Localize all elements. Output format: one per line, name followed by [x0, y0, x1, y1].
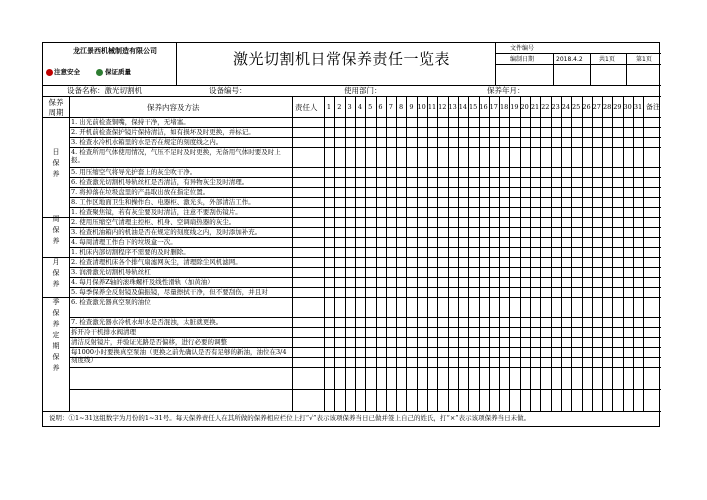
maintenance-item: 1. 机床内部切割程序不需要的及时删除。: [71, 248, 190, 256]
remark-header: 备注: [646, 103, 660, 111]
maintenance-item: 拆开冷干机排水阀清理: [71, 328, 136, 336]
day-number: 1: [326, 103, 332, 111]
day-number: 17: [489, 103, 498, 111]
day-number: 12: [438, 103, 447, 111]
day-number: 20: [520, 103, 529, 111]
maintenance-item: 3. 润滑激光切割机导轨丝杠: [71, 268, 151, 276]
maintenance-item: 6. 检查激光器真空泵的油位: [71, 298, 151, 306]
maintenance-item: 5. 用压缩空气将导光护套上的灰尘吹干净。: [71, 168, 197, 176]
page-number: 第1页: [636, 56, 652, 63]
doc-no-label: 文件编号: [510, 45, 535, 52]
maintenance-item: 1. 出光前检查铜嘴，保持干净，无堵塞。: [71, 118, 190, 126]
content-header: 保养内容及方法: [147, 103, 200, 112]
day-number: 18: [499, 103, 509, 111]
maintenance-item: 清洁反射镜片，并验证光路是否偏移，进行必要的调整: [71, 338, 227, 346]
equipment-name: 设备名称：激光切割机: [67, 86, 142, 95]
day-number: 10: [417, 103, 426, 111]
maintenance-sheet: [42, 42, 660, 427]
day-number: 28: [602, 103, 612, 111]
daily-label: 日保养: [52, 148, 60, 178]
day-number: 9: [409, 103, 414, 111]
monthly-label: 月保养: [52, 258, 60, 288]
day-number: 25: [572, 103, 581, 111]
day-number: 13: [448, 103, 457, 111]
quality-label: 保证质量: [105, 68, 131, 76]
equipment-no: 设备编号：: [209, 86, 247, 95]
maintenance-item: 4. 每周清理工作台下的垃圾盒一次。: [71, 238, 177, 246]
maintenance-item: 3. 检查机油箱内的机油是否在规定的刻度线之内，及时添加补充。: [71, 228, 262, 236]
day-number: 5: [368, 103, 373, 111]
day-number: 26: [582, 103, 591, 111]
day-number: 7: [388, 103, 393, 111]
day-number: 24: [561, 103, 571, 111]
safety-icon: [46, 69, 53, 76]
day-number: 11: [427, 103, 437, 111]
maintenance-item: 6. 检查激光切割机导轨丝杠是否清洁，有异物灰尘及时清理。: [71, 178, 249, 186]
maintenance-item: 8. 工作区地面卫生和操作台、电器柜、激光头，外部清洁工作。: [71, 198, 255, 206]
day-number: 30: [623, 103, 632, 111]
maintenance-item: 3. 检查水冷机水箱里的水是否在规定的刻度线之内。: [71, 138, 223, 146]
total-pages: 共1页: [599, 56, 615, 63]
day-number: 19: [510, 103, 519, 111]
day-number: 4: [357, 103, 362, 111]
day-number: 15: [469, 103, 478, 111]
safety-label: 注意安全: [54, 68, 80, 76]
page-title: 激光切割机日常保养责任一览表: [233, 50, 451, 68]
day-number: 22: [541, 103, 550, 111]
weekly-label: 周保养: [52, 215, 60, 245]
maintenance-item: 2. 使用压缩空气清理主控柜、机身、空调扇热器的灰尘。: [71, 218, 236, 226]
maintenance-item: 1. 检查聚焦镜，若有灰尘要及时清洁，注意不要刮伤镜片。: [71, 208, 242, 216]
maintenance-item: 4. 每月保养Z轴的滚珠螺杆及线性滑轨（加黄油）: [71, 278, 214, 286]
day-number: 3: [347, 103, 352, 111]
quality-icon: [96, 69, 103, 76]
day-number: 29: [613, 103, 622, 111]
day-number: 14: [458, 103, 468, 111]
maintenance-item: 每1000小时要换真空泵油（更换之前先确认是否有足够的新油，油位在3/4刻度线）: [71, 348, 287, 364]
footer-note: 说明：①1~31这组数字为月份的1~31号。每天保养责任人在其所做的保养相应栏位上打“√”表示该项保养当日已做并签上自己的姓氏，打“×”表示该项保养当日未做。: [49, 414, 531, 422]
maintenance-item: 4. 检查所用气体使用情况，气压不足时及时更换，无备用气体时要及时上报。: [71, 148, 281, 164]
day-number: 8: [399, 103, 404, 111]
year-month: 保养年月：: [487, 86, 525, 95]
day-number: 23: [551, 103, 560, 111]
day-number: 6: [378, 103, 383, 111]
maintenance-item: 2. 开机前检查保护镜片保持清洁，如有损坏及时更换，并标记。: [71, 128, 255, 136]
quarterly-label: 季保养定期保养: [52, 298, 60, 372]
period-header: 保养周期: [48, 98, 64, 117]
maintenance-item: 7. 将掉落在垃圾盘里的产品取出放在指定位置。: [71, 188, 210, 196]
date-label: 编制日期: [510, 56, 535, 63]
company-name: 龙江景西机械制造有限公司: [73, 46, 157, 55]
day-number: 21: [530, 103, 540, 111]
maintenance-item: 7. 检查激光器水冷机水却水是否混浊，太脏就更换。: [71, 318, 223, 326]
day-number: 31: [633, 103, 643, 111]
maintenance-item: 5. 每季保养全反射镜及偏振镜，尽量擦拭干净，但不要刮伤，并且对: [71, 288, 268, 296]
day-number: 2: [337, 103, 342, 111]
day-number: 16: [479, 103, 488, 111]
date-value: 2018.4.2: [556, 56, 583, 63]
day-number: 27: [592, 103, 601, 111]
responsible-header: 责任人: [295, 103, 318, 112]
maintenance-item: 2. 检查清理机床各个排气扇滤网灰尘，清理除尘风机滤网。: [71, 258, 242, 266]
department: 使用部门：: [344, 86, 382, 95]
